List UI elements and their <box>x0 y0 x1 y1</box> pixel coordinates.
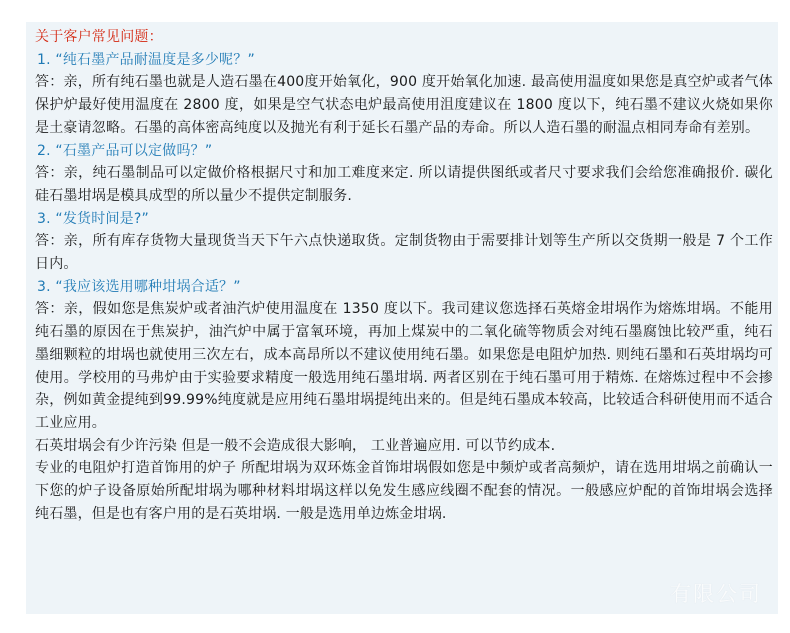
extra-paragraph-quartz: 石英坩埚会有少许污染 但是一般不会造成很大影响， 工业普遍应用. 可以节约成本. <box>35 437 556 454</box>
faq-content <box>35 26 773 525</box>
faq-question-3: 3. “发货时间是?” <box>37 210 149 227</box>
faq-answer-1: 答：亲，所有纯石墨也就是人造石墨在400度开始氧化，900 度开始氧化加速. 最高使用温度如果您是真空炉或者气体保护炉最好使用温度在 2800 度，如果是空气状态电炉最高使用沮度建议在 1800 度以下，纯石墨不建议火烧如果你是土豪请忽略。石墨的高体密高纯度以及抛光有利于延长石墨产品的寿命。所以人造石墨的耐温点相同寿命有差别。 <box>35 74 773 136</box>
company-watermark: 有限公司 <box>670 582 762 606</box>
faq-answer-2: 答：亲，纯石墨制品可以定做价格根据尺寸和加工难度来定. 所以请提供图纸或者尺寸要求我们会给您准确报价. 碳化硅石墨坩埚是模具成型的所以量少不提供定制服务. <box>35 165 773 204</box>
faq-question-4: 3. “我应该选用哪种坩埚合适？” <box>37 278 241 295</box>
faq-question-2: 2. “石墨产品可以定做吗？” <box>37 142 213 159</box>
faq-answer-4: 答：亲，假如您是焦炭炉或者油汽炉使用温度在 1350 度以下。我司建议您选择石英熔金坩埚作为熔炼坩埚。不能用纯石墨的原因在于焦炭护，油汽炉中属于富氧环境，再加上煤炭中的二氧化硫等物质会对纯石墨腐蚀比较严重，纯石墨细颗粒的坩埚也就使用三次左右，成本高昂所以不建议使用纯石墨。如果您是电阻炉加热. 则纯石墨和石英坩埚均可使用。学校用的马弗炉由于实验要求精度一般选用纯石墨坩埚. 两者区别在于纯石墨可用于精炼. 在熔炼过程中不会掺杂，例如黄金提纯到99.99%纯度就是应用纯石墨坩埚提纯出来的。但是纯石墨成本较高，比较适合科研使用而不适合工业应用。 <box>35 301 773 431</box>
faq-question-1: 1. “纯石墨产品耐温度是多少呢？” <box>37 51 255 68</box>
faq-heading: 关于客户常见问题： <box>35 29 163 45</box>
extra-paragraph-furnace: 专业的电阻炉打造首饰用的炉子 所配坩埚为双环炼金首饰坩埚假如您是中频炉或者高频炉，请在选用坩埚之前确认一下您的炉子设备原始所配坩埚为哪种材料坩埚这样以免发生感应线圈不配套的情况。一般感应炉配的首饰坩埚会选择纯石墨，但是也有客户用的是石英坩埚. 一般是选用单边炼金坩埚. <box>35 460 773 522</box>
faq-answer-3: 答：亲，所有库存货物大量现货当天下午六点快递取货。定制货物由于需要排计划等生产所以交货期一般是 7 个工作日内。 <box>35 233 773 273</box>
